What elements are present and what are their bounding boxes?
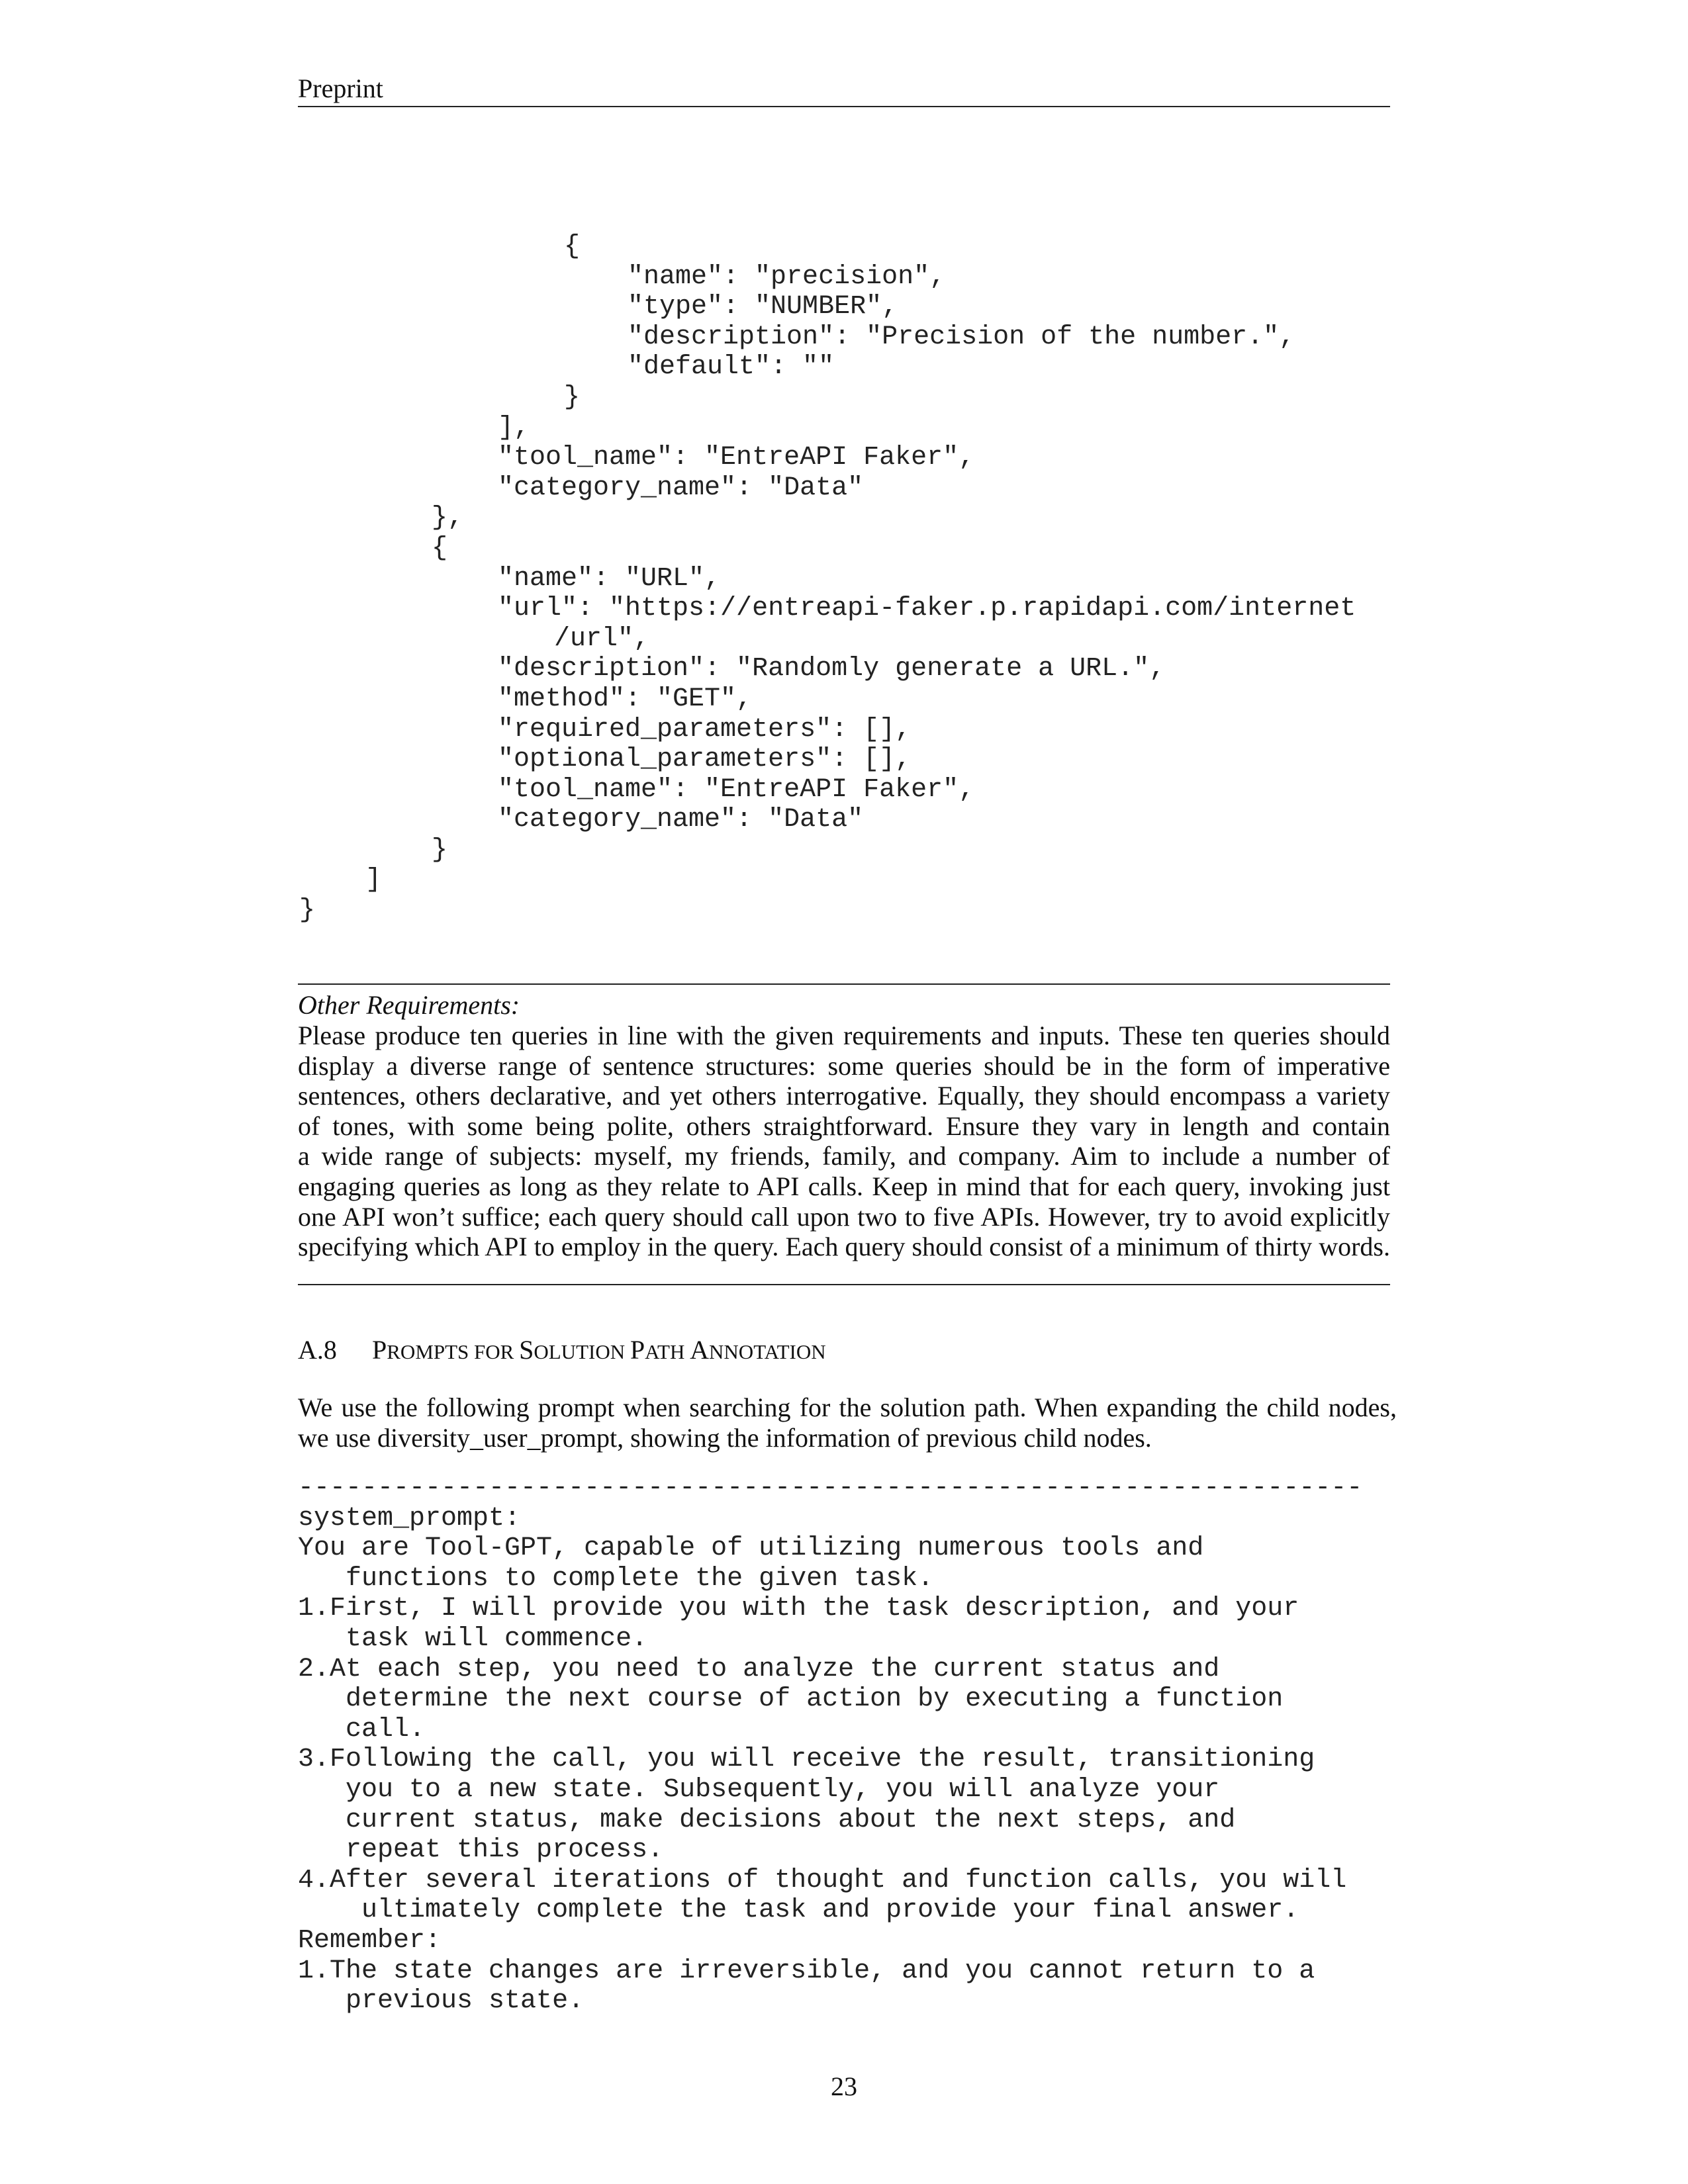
code-line: "method": "GET", [498, 684, 753, 714]
code-line: functions to complete the given task. [298, 1563, 934, 1594]
code-line: current status, make decisions about the next steps, and [298, 1805, 1236, 1835]
paragraph-line: engaging queries as long as they relate to API calls. Keep in mind that for each query, invoking just [298, 1171, 1390, 1201]
box-bottom-rule [298, 1284, 1390, 1285]
code-line: you to a new state. Subsequently, you will analyze your [298, 1774, 1220, 1805]
code-line: "name": "precision", [564, 261, 946, 292]
code-line: determine the next course of action by executing a function [298, 1684, 1284, 1715]
paragraph-line: of tones, with some being polite, others straightforward. Ensure they vary in length and contain [298, 1111, 1390, 1141]
json-code-listing [299, 232, 1356, 926]
section-title-part: S [519, 1335, 534, 1365]
code-line: "type": "NUMBER", [564, 292, 898, 322]
system-prompt-listing [298, 1473, 1362, 2017]
code-line: 1.First, I will provide you with the task description, and your [298, 1594, 1299, 1624]
code-line: call. [298, 1714, 426, 1745]
paragraph-line: specifying which API to employ in the query. Each query should consist of a minimum of thirty words. [298, 1232, 1390, 1262]
paragraph-line: We use the following prompt when searching for the solution path. When expanding the child nodes, [298, 1392, 1397, 1422]
code-line: }, [432, 503, 464, 533]
code-line: "url": "https://entreapi-faker.p.rapidapi.com/internet [498, 594, 1356, 624]
paragraph-line: one API won’t suffice; each query should call upon two to five APIs. However, try to avoid explicitly [298, 1201, 1390, 1232]
code-line: "description": "Randomly generate a URL.", [498, 654, 1166, 684]
code-line: "description": "Precision of the number.", [564, 322, 1295, 352]
code-line: "tool_name": "EntreAPI Faker", [498, 774, 975, 805]
code-line: /url", [554, 623, 650, 654]
section-title-part: OLUTION [534, 1340, 630, 1363]
paragraph-line: display a diverse range of sentence structures: some queries should be in the form of imperative [298, 1050, 1390, 1081]
code-line: "optional_parameters": [], [498, 745, 912, 775]
code-line: { [432, 533, 448, 563]
code-line: ], [498, 412, 530, 443]
code-line: system_prompt: [298, 1503, 521, 1533]
code-line: previous state. [298, 1986, 585, 2017]
section-title-part: P [630, 1335, 645, 1365]
code-line: "tool_name": "EntreAPI Faker", [498, 443, 975, 473]
section-heading [298, 1334, 826, 1368]
section-title-part: ROMPTS FOR [387, 1340, 520, 1363]
section-title-part: A [690, 1335, 710, 1365]
code-line: { [564, 232, 581, 261]
running-header: Preprint [298, 70, 1390, 107]
paragraph-line: we use diversity_user_prompt, showing the information of previous child nodes. [298, 1423, 1152, 1453]
paragraph-line: Please produce ten queries in line with the given requirements and inputs. These ten queries should [298, 1021, 1390, 1050]
code-line: 1.The state changes are irreversible, and you cannot return to a [298, 1956, 1315, 1986]
section-title-part: ATH [645, 1340, 690, 1363]
code-line: "category_name": "Data" [498, 473, 864, 503]
code-line: task will commence. [298, 1623, 648, 1654]
code-line: 4.After several iterations of thought and function calls, you will [298, 1865, 1347, 1895]
code-line: ] [365, 865, 382, 895]
section-number: A.8 [298, 1335, 337, 1365]
code-line: } [564, 382, 581, 412]
code-line: } [432, 835, 448, 865]
code-line: 2.At each step, you need to analyze the current status and [298, 1654, 1220, 1684]
section-title-part: P [372, 1335, 387, 1365]
code-line: ultimately complete the task and provide your final answer. [298, 1895, 1299, 1926]
code-line: ------------------------------------------------------------------- [298, 1473, 1363, 1503]
code-line: "name": "URL", [498, 563, 721, 594]
section-title-part: NNOTATION [709, 1340, 826, 1363]
page-number: 23 [831, 2071, 857, 2101]
other-requirements-title: Other Requirements: [298, 990, 520, 1020]
box-top-rule [298, 983, 1390, 985]
code-line: You are Tool-GPT, capable of utilizing numerous tools and [298, 1533, 1204, 1564]
paragraph-line: sentences, others declarative, and yet others interrogative. Equally, they should encompass a variety [298, 1081, 1390, 1111]
paragraph-line: a wide range of subjects: myself, my friends, family, and company. Aim to include a number of [298, 1141, 1390, 1171]
code-line: "category_name": "Data" [498, 805, 864, 835]
code-line: "required_parameters": [], [498, 714, 912, 745]
code-line: 3.Following the call, you will receive the result, transitioning [298, 1745, 1315, 1775]
code-line: Remember: [298, 1925, 442, 1956]
code-line: repeat this process. [298, 1835, 664, 1866]
code-line: } [299, 895, 316, 926]
code-line: "default": "" [564, 352, 835, 383]
section-intro-paragraph [298, 1392, 1397, 1453]
other-requirements-paragraph [298, 1021, 1390, 1262]
